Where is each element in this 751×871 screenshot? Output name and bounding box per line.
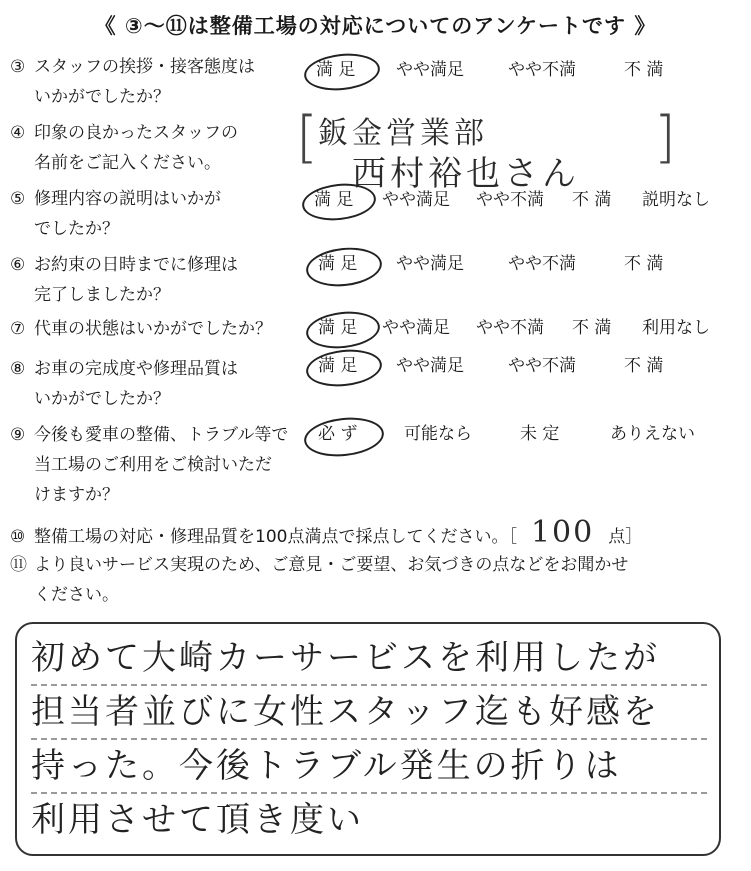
question-text-cont: ください。: [34, 585, 119, 605]
question-6: [10, 250, 238, 310]
question-number: ⑦: [10, 319, 26, 339]
question-text: スタッフの挨拶・接客態度は: [34, 57, 255, 77]
question-text-cont: いかがでしたか？: [34, 389, 170, 409]
question-number: ⑤: [10, 189, 26, 209]
option-somewhat-dissatisfied[interactable]: やや不満: [508, 60, 576, 80]
option-satisfied[interactable]: 満 足: [316, 60, 356, 80]
option-somewhat-satisfied[interactable]: やや満足: [396, 254, 464, 274]
comment-box[interactable]: [15, 622, 721, 856]
option-no-explanation[interactable]: 説明なし: [642, 190, 710, 210]
comment-line-3: 持った。今後トラブル発生の折りは: [31, 740, 707, 794]
option-somewhat-dissatisfied[interactable]: やや不満: [508, 254, 576, 274]
question-text-cont: でしたか？: [34, 219, 119, 239]
question-text: 整備工場の対応・修理品質を100点満点で採点してください。［: [34, 527, 517, 547]
question-number: ⑩: [10, 527, 26, 547]
question-7: [10, 314, 272, 344]
option-dissatisfied[interactable]: 不 満: [572, 318, 612, 338]
staff-name-handwritten: 西村裕也さん: [352, 154, 580, 194]
option-dissatisfied[interactable]: 不 満: [624, 254, 664, 274]
question-text-cont: けますか？: [34, 485, 119, 505]
score-handwritten: 100: [530, 515, 595, 550]
option-dissatisfied[interactable]: 不 満: [624, 356, 664, 376]
question-8: [10, 354, 238, 414]
option-dissatisfied[interactable]: 不 満: [624, 60, 664, 80]
comment-line-4: 利用させて頂き度い: [31, 800, 364, 840]
question-number: ③: [10, 57, 26, 77]
question-11: [10, 550, 628, 610]
option-not-used[interactable]: 利用なし: [642, 318, 710, 338]
question-text-cont: 当工場のご利用をご検討いただ: [34, 455, 272, 475]
question-text: 今後も愛車の整備、トラブル等で: [34, 425, 289, 445]
option-somewhat-satisfied[interactable]: やや満足: [396, 60, 464, 80]
option-undecided[interactable]: 未 定: [520, 424, 560, 444]
question-text-cont: 完了しましたか？: [34, 285, 170, 305]
option-somewhat-satisfied[interactable]: やや満足: [382, 318, 450, 338]
option-satisfied[interactable]: 満 足: [318, 356, 358, 376]
question-5: [10, 184, 221, 244]
question-number: ④: [10, 123, 26, 143]
question-text: お車の完成度や修理品質は: [34, 359, 238, 379]
option-definitely[interactable]: 必 ず: [318, 424, 358, 444]
question-number: ⑧: [10, 359, 26, 379]
question-4: [10, 118, 238, 178]
bracket-close: ]: [654, 105, 676, 170]
option-somewhat-dissatisfied[interactable]: やや不満: [476, 318, 544, 338]
question-10: [10, 515, 642, 550]
option-impossible[interactable]: ありえない: [610, 424, 695, 444]
question-text: 印象の良かったスタッフの: [34, 123, 238, 143]
question-text: より良いサービス実現のため、ご意見・ご要望、お気づきの点などをお聞かせ: [34, 555, 629, 575]
question-number: ⑥: [10, 255, 26, 275]
bracket-open: [: [296, 105, 318, 170]
question-3: [10, 52, 255, 112]
score-unit: 点］: [608, 527, 643, 547]
option-satisfied[interactable]: 満 足: [318, 254, 358, 274]
option-somewhat-dissatisfied[interactable]: やや不満: [508, 356, 576, 376]
option-satisfied[interactable]: 満 足: [318, 318, 358, 338]
comment-line-2: 担当者並びに女性スタッフ迄も好感を: [31, 686, 707, 740]
survey-title: 《 ③～⑪は整備工場の対応についてのアンケートです 》: [94, 14, 657, 38]
staff-department-handwritten: 鈑金営業部: [318, 116, 488, 151]
question-text-cont: いかがでしたか？: [34, 87, 170, 107]
question-9: [10, 420, 288, 510]
question-text: 修理内容の説明はいかが: [34, 189, 221, 209]
option-satisfied[interactable]: 満 足: [314, 190, 354, 210]
comment-line-1: 初めて大崎カーサービスを利用したが: [31, 632, 707, 686]
option-somewhat-satisfied[interactable]: やや満足: [396, 356, 464, 376]
question-number: ⑪: [10, 555, 27, 575]
option-somewhat-satisfied[interactable]: やや満足: [382, 190, 450, 210]
option-somewhat-dissatisfied[interactable]: やや不満: [476, 190, 544, 210]
question-text-cont: 名前をご記入ください。: [34, 153, 221, 173]
option-if-possible[interactable]: 可能なら: [404, 424, 472, 444]
question-text: お約束の日時までに修理は: [34, 255, 238, 275]
question-number: ⑨: [10, 425, 26, 445]
question-text: 代車の状態はいかがでしたか？: [34, 319, 272, 339]
option-dissatisfied[interactable]: 不 満: [572, 190, 612, 210]
